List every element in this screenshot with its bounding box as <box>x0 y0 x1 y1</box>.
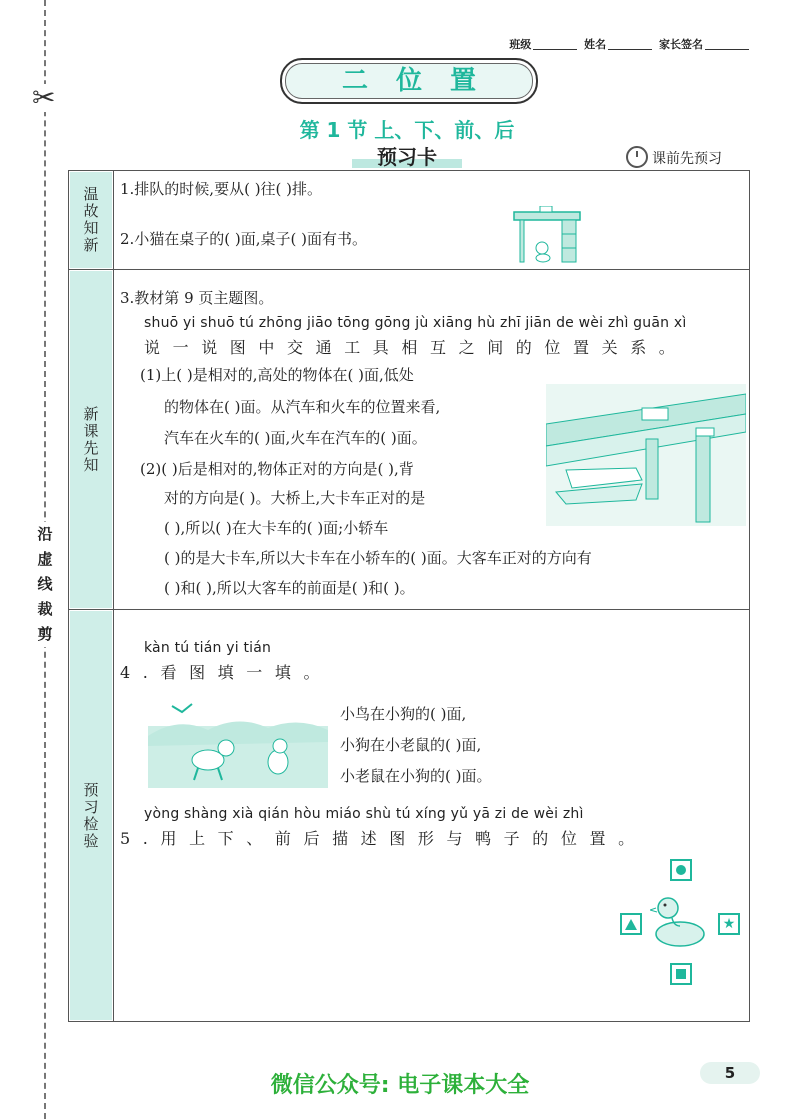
scissors-icon: ✂ <box>32 81 56 114</box>
side-label-check: 预习检验 <box>70 611 112 1020</box>
question-4-line3: 小老鼠在小狗的( )面。 <box>340 767 492 785</box>
row-divider <box>68 269 750 270</box>
footer-text: 微信公众号: 电子课本大全 <box>270 1073 530 1098</box>
question-4-line2: 小狗在小老鼠的( )面, <box>340 736 482 754</box>
cat-desk-illustration <box>512 206 584 264</box>
question-3-title: 3.教材第 9 页主题图。 <box>120 289 274 307</box>
name-blank[interactable] <box>608 49 652 50</box>
question-3-pinyin: shuō yi shuō tú zhōng jiāo tōng gōng jù xiāng hù zhī jiān de wèi zhì guān xì <box>144 315 687 331</box>
bird-dog-mouse-illustration <box>148 696 328 788</box>
chapter-banner <box>280 58 538 104</box>
question-3-part1-line1: (1)上( )是相对的,高处的物体在( )面,低处 <box>140 366 414 384</box>
bridge-traffic-illustration <box>546 384 746 526</box>
star-shape-box <box>718 913 740 935</box>
page-number: 5 <box>700 1062 760 1084</box>
clock-icon <box>626 146 648 168</box>
card-label: 预习卡 <box>352 146 462 168</box>
name-label: 姓名 <box>584 38 607 51</box>
row-divider <box>68 609 750 610</box>
class-label: 班级 <box>509 38 532 51</box>
question-3-part2-line5: ( )和( ),所以大客车的前面是( )和( )。 <box>164 579 415 597</box>
question-3-part2-line1: (2)( )后是相对的,物体正对的方向是( ),背 <box>140 460 414 478</box>
parent-sign-label: 家长签名 <box>659 38 703 51</box>
triangle-shape-box <box>620 913 642 935</box>
question-3-part1-line2: 的物体在( )面。从汽车和火车的位置来看, <box>164 398 441 416</box>
circle-icon <box>676 865 686 875</box>
column-divider <box>113 170 114 1022</box>
side-label-new: 新课先知 <box>70 271 112 608</box>
class-blank[interactable] <box>533 49 577 50</box>
question-3-part2-line2: 对的方向是( )。大桥上,大卡车正对的是 <box>164 489 426 507</box>
triangle-icon <box>625 919 637 930</box>
question-3-prompt: 说一说图中交通工具相互之间的位置关系。 <box>144 338 688 357</box>
question-3-part2-line4: ( )的是大卡车,所以大卡车在小轿车的( )面。大客车正对的方向有 <box>164 549 592 567</box>
section-title: 第 1 节 上、下、前、后 <box>299 118 515 142</box>
cut-instruction: 沿虚线裁剪 <box>34 522 56 647</box>
circle-shape-box <box>670 859 692 881</box>
question-3-part1-line3: 汽车在火车的( )面,火车在汽车的( )面。 <box>164 429 427 447</box>
square-shape-box <box>670 963 692 985</box>
question-4-line1: 小鸟在小狗的( )面, <box>340 705 467 723</box>
star-icon: ★ <box>722 916 736 932</box>
question-4-title: 4.看图填一填。 <box>120 663 333 682</box>
side-label-review: 温故知新 <box>70 172 112 268</box>
duck-icon <box>650 890 710 950</box>
sign-line <box>509 36 752 52</box>
preview-tag-text: 课前先预习 <box>652 151 722 167</box>
question-1: 1.排队的时候,要从( )往( )排。 <box>120 180 323 198</box>
question-3-part2-line3: ( ),所以( )在大卡车的( )面;小轿车 <box>164 519 389 537</box>
question-5-pinyin: yòng shàng xià qián hòu miáo shù tú xíng yǔ yā zi de wèi zhì <box>144 806 584 822</box>
square-icon <box>676 969 686 979</box>
question-5-title: 5.用上下、前后描述图形与鸭子的位置。 <box>120 829 647 848</box>
question-2: 2.小猫在桌子的( )面,桌子( )面有书。 <box>120 230 368 248</box>
preview-tag <box>626 146 722 168</box>
question-4-pinyin: kàn tú tián yi tián <box>144 640 272 656</box>
parent-sign-blank[interactable] <box>705 49 749 50</box>
chapter-title: 二位置 <box>341 66 504 96</box>
